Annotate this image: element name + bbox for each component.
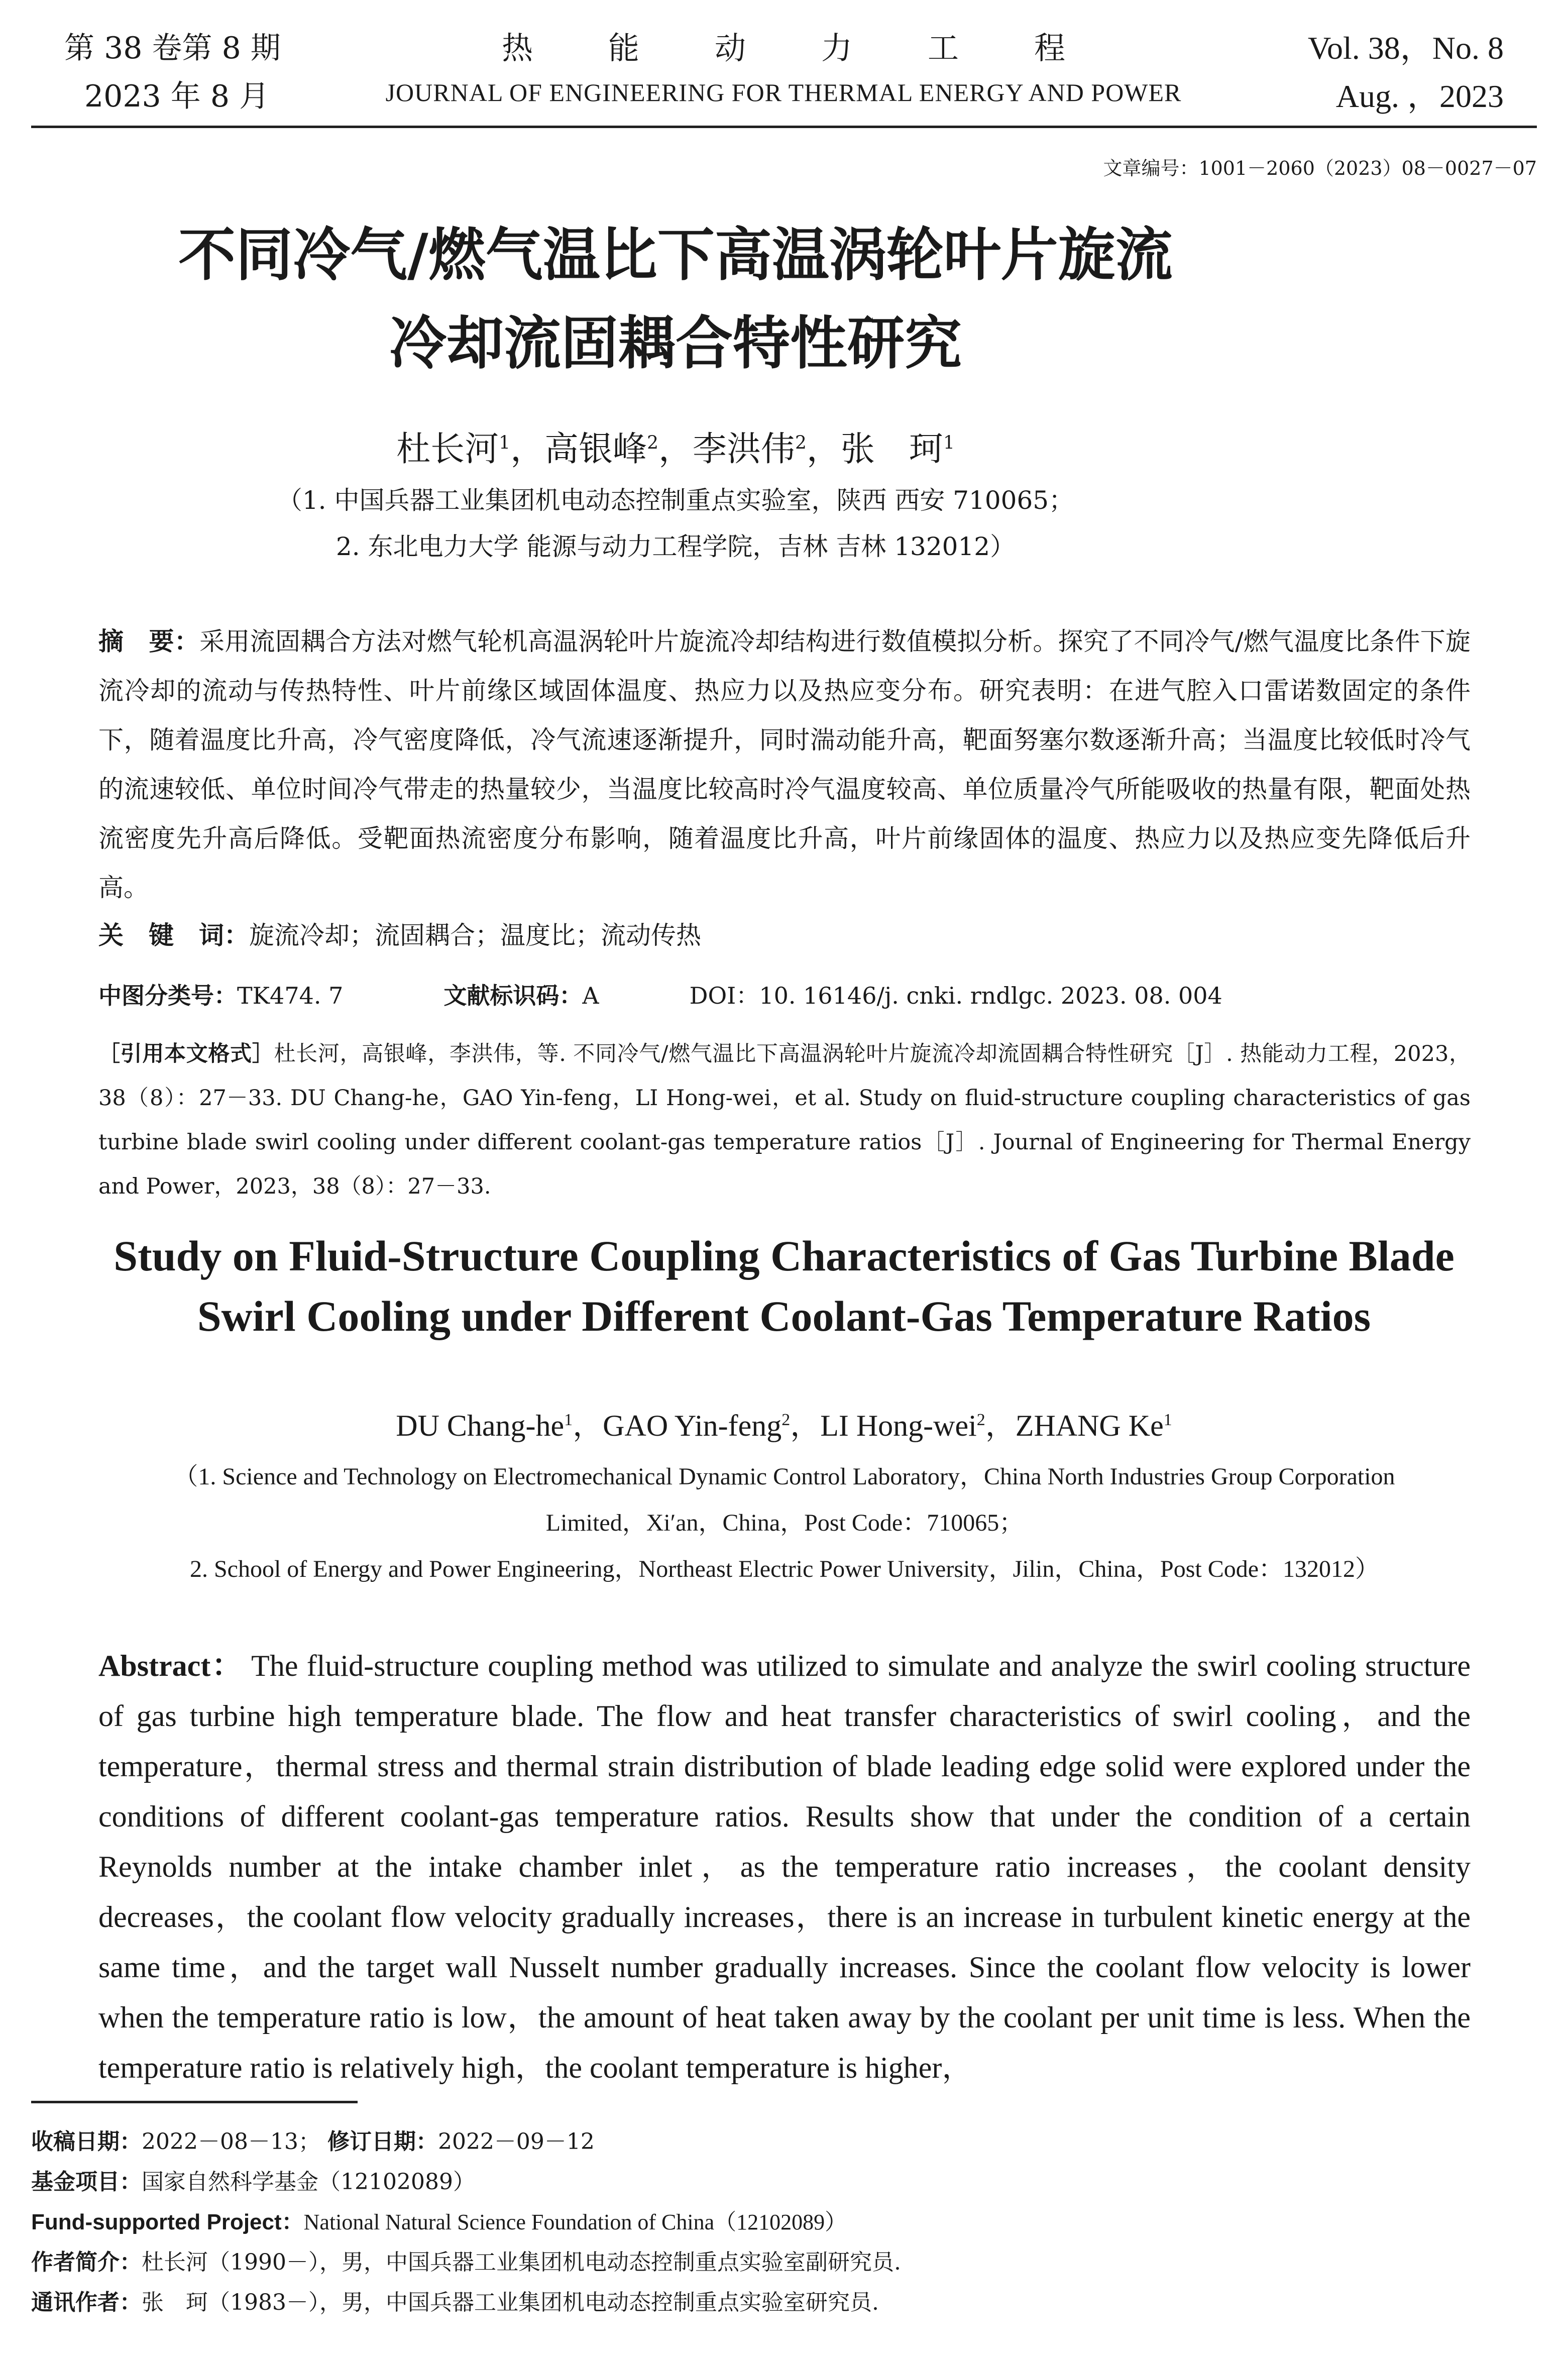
- article-number: 文章编号：1001－2060（2023）08－0027－07: [1103, 157, 1537, 179]
- volume-issue-en: Vol. 38，No. 8: [1308, 30, 1504, 66]
- author-affil-mark: 2: [647, 433, 658, 454]
- author-bio-text: 杜长河（1990－），男，中国兵器工业集团机电动态控制重点实验室副研究员.: [142, 2249, 901, 2275]
- footnote-dates: [31, 2122, 1533, 2162]
- title-en-line1: Study on Fluid-Structure Coupling Characteristics of Gas Turbine Blade: [114, 1232, 1454, 1280]
- keywords-cn-text: 旋流冷却；流固耦合；温度比；流动传热: [249, 921, 701, 950]
- author-affil-mark: 2: [795, 433, 807, 454]
- abstract-en: [98, 1641, 1471, 2093]
- affiliation-line: 2. 东北电力大学 能源与动力工程学院，吉林 吉林 132012）: [335, 532, 1016, 561]
- journal-name-en: JOURNAL OF ENGINEERING FOR THERMAL ENERGY AND POWER: [385, 78, 1182, 106]
- author-affil-mark: 2: [781, 1411, 791, 1429]
- author-affil-mark: 1: [943, 433, 955, 454]
- abstract-cn: [98, 617, 1471, 912]
- author-affil-mark: 1: [499, 433, 511, 454]
- author-bio-label: 作者简介：: [31, 2249, 142, 2275]
- clc-label: 中图分类号：: [98, 982, 237, 1009]
- doi-link[interactable]: DOI：10. 16146/j. cnki. rndlgc. 2023. 08. 004: [689, 982, 1222, 1009]
- title-cn-line2: 冷却流固耦合特性研究: [389, 310, 962, 377]
- author-affil-mark: 1: [564, 1411, 573, 1429]
- doc-code: A: [582, 982, 599, 1009]
- author-name: DU Chang-he: [396, 1409, 565, 1442]
- date-en: Aug. ，2023: [1335, 78, 1504, 114]
- fund-en-text: National Natural Science Foundation of China（12102089）: [303, 2210, 847, 2234]
- author-affil-mark: 2: [976, 1411, 985, 1429]
- footnotes: [31, 2122, 1533, 2323]
- author-name: ，ZHANG Ke: [985, 1409, 1164, 1442]
- volume-issue-cn: 第 38 卷第 8 期: [64, 31, 281, 66]
- header-left: [64, 24, 281, 121]
- abstract-cn-label: 摘 要：: [98, 627, 200, 656]
- fund-en-label: Fund-supported Project：: [31, 2210, 304, 2234]
- author-name: ，LI Hong-wei: [790, 1409, 977, 1442]
- corresponding-text: 张 珂（1983－），男，中国兵器工业集团机电动态控制重点实验室研究员.: [142, 2290, 879, 2315]
- classification-line: [98, 978, 1222, 1011]
- date-cn: 2023 年 8 月: [84, 79, 270, 114]
- affiliation-line: Limited，Xi′an，China，Post Code：710065；: [545, 1510, 1024, 1536]
- abstract-en-text: The fluid-structure coupling method was utilized to simulate and analyze the swirl cooling structure of gas turbine high temperature blade. The flow and heat transfer characteristics of swirl cooling，and the temperature，thermal stress and thermal strain distribution of blade leading edge solid were explored under the conditions of different coolant-gas temperature ratios. Results show that under the condition of a certain Reynolds number at the intake chamber inlet，as the temperature ratio increases，the coolant density decreases，the coolant flow velocity gradually increases，there is an increase in turbulent kinetic energy at the same time，and the target wall Nusselt number gradually increases. Since the coolant flow velocity is lower when the temperature ratio is low，the amount of heat taken away by the coolant per unit time is less. When the temperature ratio is relatively high，the coolant temperature is higher，: [98, 1649, 1471, 2084]
- authors-cn: [0, 422, 1351, 471]
- title-en: [0, 1226, 1568, 1346]
- footnote-divider: [31, 2101, 358, 2103]
- authors-en: [0, 1402, 1568, 1445]
- received-date: 2022－08－13；: [142, 2129, 320, 2155]
- citation-text: 杜长河，高银峰，李洪伟，等. 不同冷气/燃气温比下高温涡轮叶片旋流冷却流固耦合特性研究［J］. 热能动力工程，2023，38（8）：27－33. DU Chang-he，GAO Yin-feng，LI Hong-wei，et al. Study on fluid-structure coupling characteristics of gas turbine blade swirl cooling under different coolant-gas temperature ratios［J］. Journal of Engineering for Thermal Energy and Power，2023，38（8）：27－33.: [98, 1041, 1471, 1199]
- journal-name-cn: 热能动力工程: [501, 30, 1141, 66]
- citation-label: ［引用本文格式］: [98, 1041, 274, 1066]
- received-label: 收稿日期：: [31, 2129, 142, 2155]
- affiliations-cn: [0, 477, 1351, 570]
- title-cn-line1: 不同冷气/燃气温比下高温涡轮叶片旋流: [178, 222, 1173, 288]
- affiliations-en: [98, 1454, 1471, 1592]
- header-divider: [31, 126, 1537, 128]
- header-center: [352, 24, 1215, 113]
- author-name: ，高银峰: [510, 430, 647, 469]
- affiliation-line: 2. School of Energy and Power Engineering，Northeast Electric Power University，Jilin，China，Post Code：132012）: [189, 1556, 1380, 1582]
- author-affil-mark: 1: [1163, 1411, 1172, 1429]
- author-name: ，李洪伟: [658, 430, 796, 469]
- footnote-author: [31, 2242, 1533, 2283]
- header-right: [1308, 24, 1504, 121]
- title-cn: [0, 211, 1351, 388]
- author-name: 杜长河: [396, 430, 499, 469]
- revised-date: 2022－09－12: [437, 2129, 595, 2155]
- abstract-en-label: Abstract：: [98, 1649, 243, 1682]
- clc-number: TK474. 7: [237, 982, 344, 1009]
- footnote-corresponding: [31, 2283, 1533, 2323]
- corresponding-label: 通讯作者：: [31, 2290, 142, 2315]
- doc-code-label: 文献标识码：: [443, 982, 583, 1009]
- affiliation-line: （1. Science and Technology on Electromechanical Dynamic Control Laboratory，China North Industries Group Corporation: [174, 1463, 1395, 1490]
- abstract-cn-text: 采用流固耦合方法对燃气轮机高温涡轮叶片旋流冷却结构进行数值模拟分析。探究了不同冷气/燃气温度比条件下旋流冷却的流动与传热特性、叶片前缘区域固体温度、热应力以及热应变分布。研究表明：在进气腔入口雷诺数固定的条件下，随着温度比升高，冷气密度降低，冷气流速逐渐提升，同时湍动能升高，靶面努塞尔数逐渐升高；当温度比较低时冷气的流速较低、单位时间冷气带走的热量较少，当温度比较高时冷气温度较高、单位质量冷气所能吸收的热量有限，靶面处热流密度先升高后降低。受靶面热流密度分布影响，随着温度比升高，叶片前缘固体的温度、热应力以及热应变先降低后升高。: [98, 627, 1471, 902]
- keywords-cn-label: 关 键 词：: [98, 921, 249, 950]
- author-name: ，张 珂: [806, 430, 943, 469]
- keywords-cn: [98, 915, 701, 951]
- fund-label: 基金项目：: [31, 2169, 142, 2195]
- footnote-fund: [31, 2162, 1533, 2202]
- fund-text: 国家自然科学基金（12102089）: [142, 2169, 475, 2195]
- citation-format: [98, 1032, 1471, 1209]
- title-en-line2: Swirl Cooling under Different Coolant-Gas Temperature Ratios: [197, 1292, 1371, 1340]
- footnote-fund-en: [31, 2202, 1533, 2242]
- author-name: ，GAO Yin-feng: [573, 1409, 782, 1442]
- affiliation-line: （1. 中国兵器工业集团机电动态控制重点实验室，陕西 西安 710065；: [277, 486, 1074, 515]
- revised-label: 修订日期：: [327, 2129, 438, 2155]
